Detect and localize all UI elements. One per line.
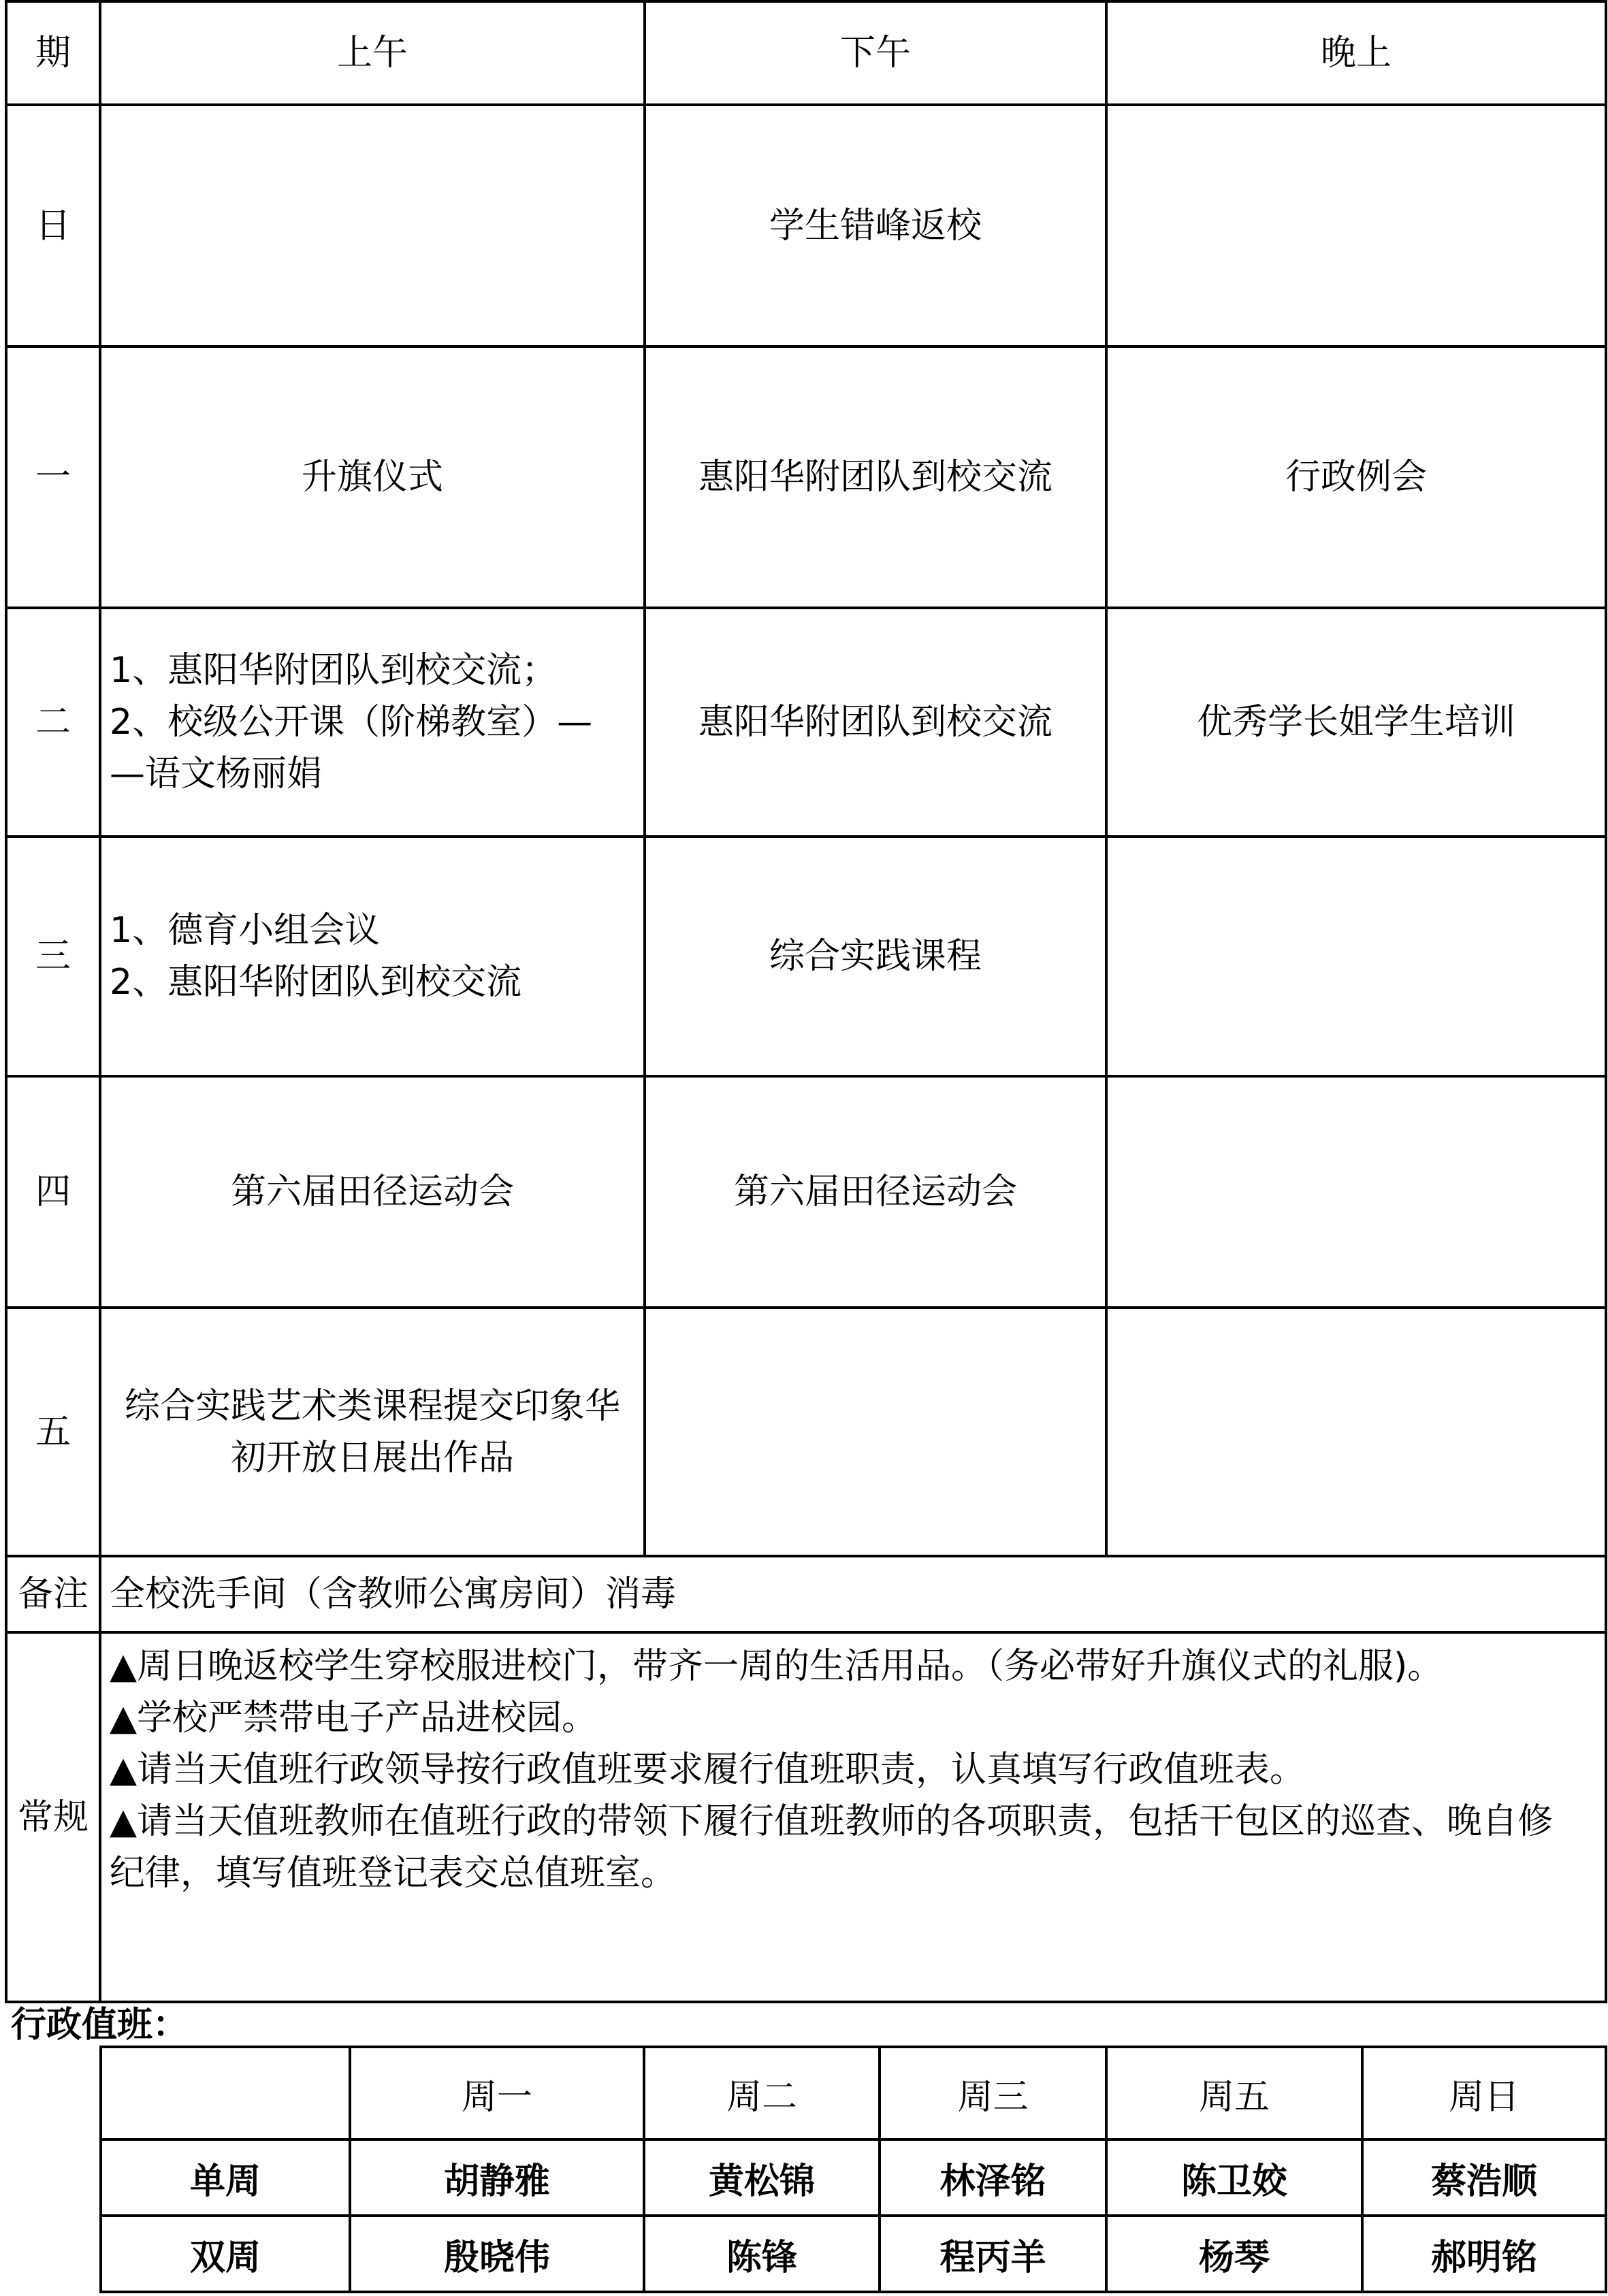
remarks-label: 备注: [6, 1556, 100, 1632]
afternoon-cell: [645, 1308, 1106, 1556]
cell-line: 2、惠阳华附团队到校交流: [110, 962, 522, 1003]
day-label: 日: [6, 105, 100, 346]
duty-name-cell: 郝明铭: [1362, 2216, 1606, 2292]
cell-line: 1、德育小组会议: [110, 910, 381, 951]
day-label: 二: [6, 608, 100, 837]
routine-line: ▲请当天值班行政领导按行政值班要求履行值班职责，认真填写行政值班表。: [110, 1749, 1305, 1790]
schedule-row: [6, 1076, 1606, 1308]
routine-row: [6, 1632, 1606, 2002]
morning-cell: [100, 837, 645, 1076]
duty-name-cell: 林泽铭: [880, 2139, 1106, 2216]
schedule-row: [6, 608, 1606, 837]
duty-corner-cell: [101, 2047, 350, 2139]
routine-line: ▲请当天值班教师在值班行政的带领下履行值班教师的各项职责，包括干包区的巡查、晚自修: [110, 1801, 1553, 1842]
morning-cell: [100, 346, 645, 608]
evening-cell: [1106, 608, 1606, 837]
routine-notes: [100, 1632, 1606, 2002]
morning-cell: [100, 1308, 645, 1556]
duty-name-cell: 胡静雅: [350, 2139, 644, 2216]
header-morning: 上午: [100, 1, 645, 105]
schedule-row: [6, 346, 1606, 608]
duty-roster-table: [99, 2046, 1607, 2293]
evening-cell: [1106, 346, 1606, 608]
cell-line: 行政例会: [1285, 457, 1427, 498]
cell-line: 1、惠阳华附团队到校交流；: [110, 650, 558, 691]
remarks-text: 全校洗手间（含教师公寓房间）消毒: [100, 1556, 1606, 1632]
weekly-schedule-table: [5, 0, 1607, 2003]
duty-column-header: 周一: [350, 2047, 644, 2139]
duty-name-cell: 杨琴: [1106, 2216, 1362, 2292]
schedule-header-row: [6, 1, 1606, 105]
evening-cell: [1106, 1308, 1606, 1556]
duty-name-cell: 殷晓伟: [350, 2216, 644, 2292]
cell-line: 第六届田径运动会: [230, 1171, 514, 1212]
duty-column-header: 周日: [1362, 2047, 1606, 2139]
duty-name-cell: 黄松锦: [644, 2139, 880, 2216]
cell-line: 惠阳华附团队到校交流: [698, 702, 1052, 743]
routine-line: 纪律，填写值班登记表交总值班室。: [110, 1853, 677, 1894]
header-afternoon: 下午: [645, 1, 1106, 105]
header-evening: 晚上: [1106, 1, 1606, 105]
routine-line: ▲学校严禁带电子产品进校园。: [110, 1698, 597, 1739]
duty-row-even-week: [101, 2216, 1606, 2292]
schedule-row: [6, 837, 1606, 1076]
duty-row-odd-week: [101, 2139, 1606, 2216]
duty-header-row: [101, 2047, 1606, 2139]
duty-heading: 行政值班：: [11, 2005, 189, 2046]
cell-line: 惠阳华附团队到校交流: [698, 457, 1052, 498]
cell-line: 第六届田径运动会: [733, 1171, 1017, 1212]
morning-cell: [100, 105, 645, 346]
afternoon-cell: [645, 105, 1106, 346]
cell-line: 初开放日展出作品: [230, 1437, 514, 1478]
cell-line: 升旗仪式: [301, 457, 443, 498]
afternoon-cell: [645, 1076, 1106, 1308]
duty-name-cell: 程丙羊: [880, 2216, 1106, 2292]
remarks-row: [6, 1556, 1606, 1632]
cell-line: 学生错峰返校: [769, 205, 982, 246]
duty-row-label: 单周: [101, 2139, 350, 2216]
cell-line: —语文杨丽娟: [110, 754, 323, 794]
evening-cell: [1106, 1076, 1606, 1308]
header-day: 期: [6, 1, 100, 105]
cell-line: 优秀学长姐学生培训: [1196, 702, 1515, 743]
afternoon-cell: [645, 346, 1106, 608]
routine-label: 常规: [6, 1632, 100, 2002]
day-label: 三: [6, 837, 100, 1076]
schedule-row: [6, 105, 1606, 346]
routine-line: ▲周日晚返校学生穿校服进校门，带齐一周的生活用品。（务必带好升旗仪式的礼服)。: [110, 1646, 1443, 1687]
duty-row-label: 双周: [101, 2216, 350, 2292]
duty-name-cell: 陈锋: [644, 2216, 880, 2292]
morning-cell: [100, 608, 645, 837]
day-label: 四: [6, 1076, 100, 1308]
duty-name-cell: 陈卫姣: [1106, 2139, 1362, 2216]
cell-line: 综合实践艺术类课程提交印象华: [124, 1385, 620, 1427]
day-label: 一: [6, 346, 100, 608]
cell-line: 2、校级公开课（阶梯教室）—: [110, 702, 593, 743]
morning-cell: [100, 1076, 645, 1308]
duty-name-cell: 蔡浩顺: [1362, 2139, 1606, 2216]
cell-line: 综合实践课程: [769, 936, 982, 977]
day-label: 五: [6, 1308, 100, 1556]
afternoon-cell: [645, 837, 1106, 1076]
afternoon-cell: [645, 608, 1106, 837]
duty-column-header: 周二: [644, 2047, 880, 2139]
schedule-row: [6, 1308, 1606, 1556]
duty-column-header: 周五: [1106, 2047, 1362, 2139]
duty-column-header: 周三: [880, 2047, 1106, 2139]
evening-cell: [1106, 105, 1606, 346]
evening-cell: [1106, 837, 1606, 1076]
